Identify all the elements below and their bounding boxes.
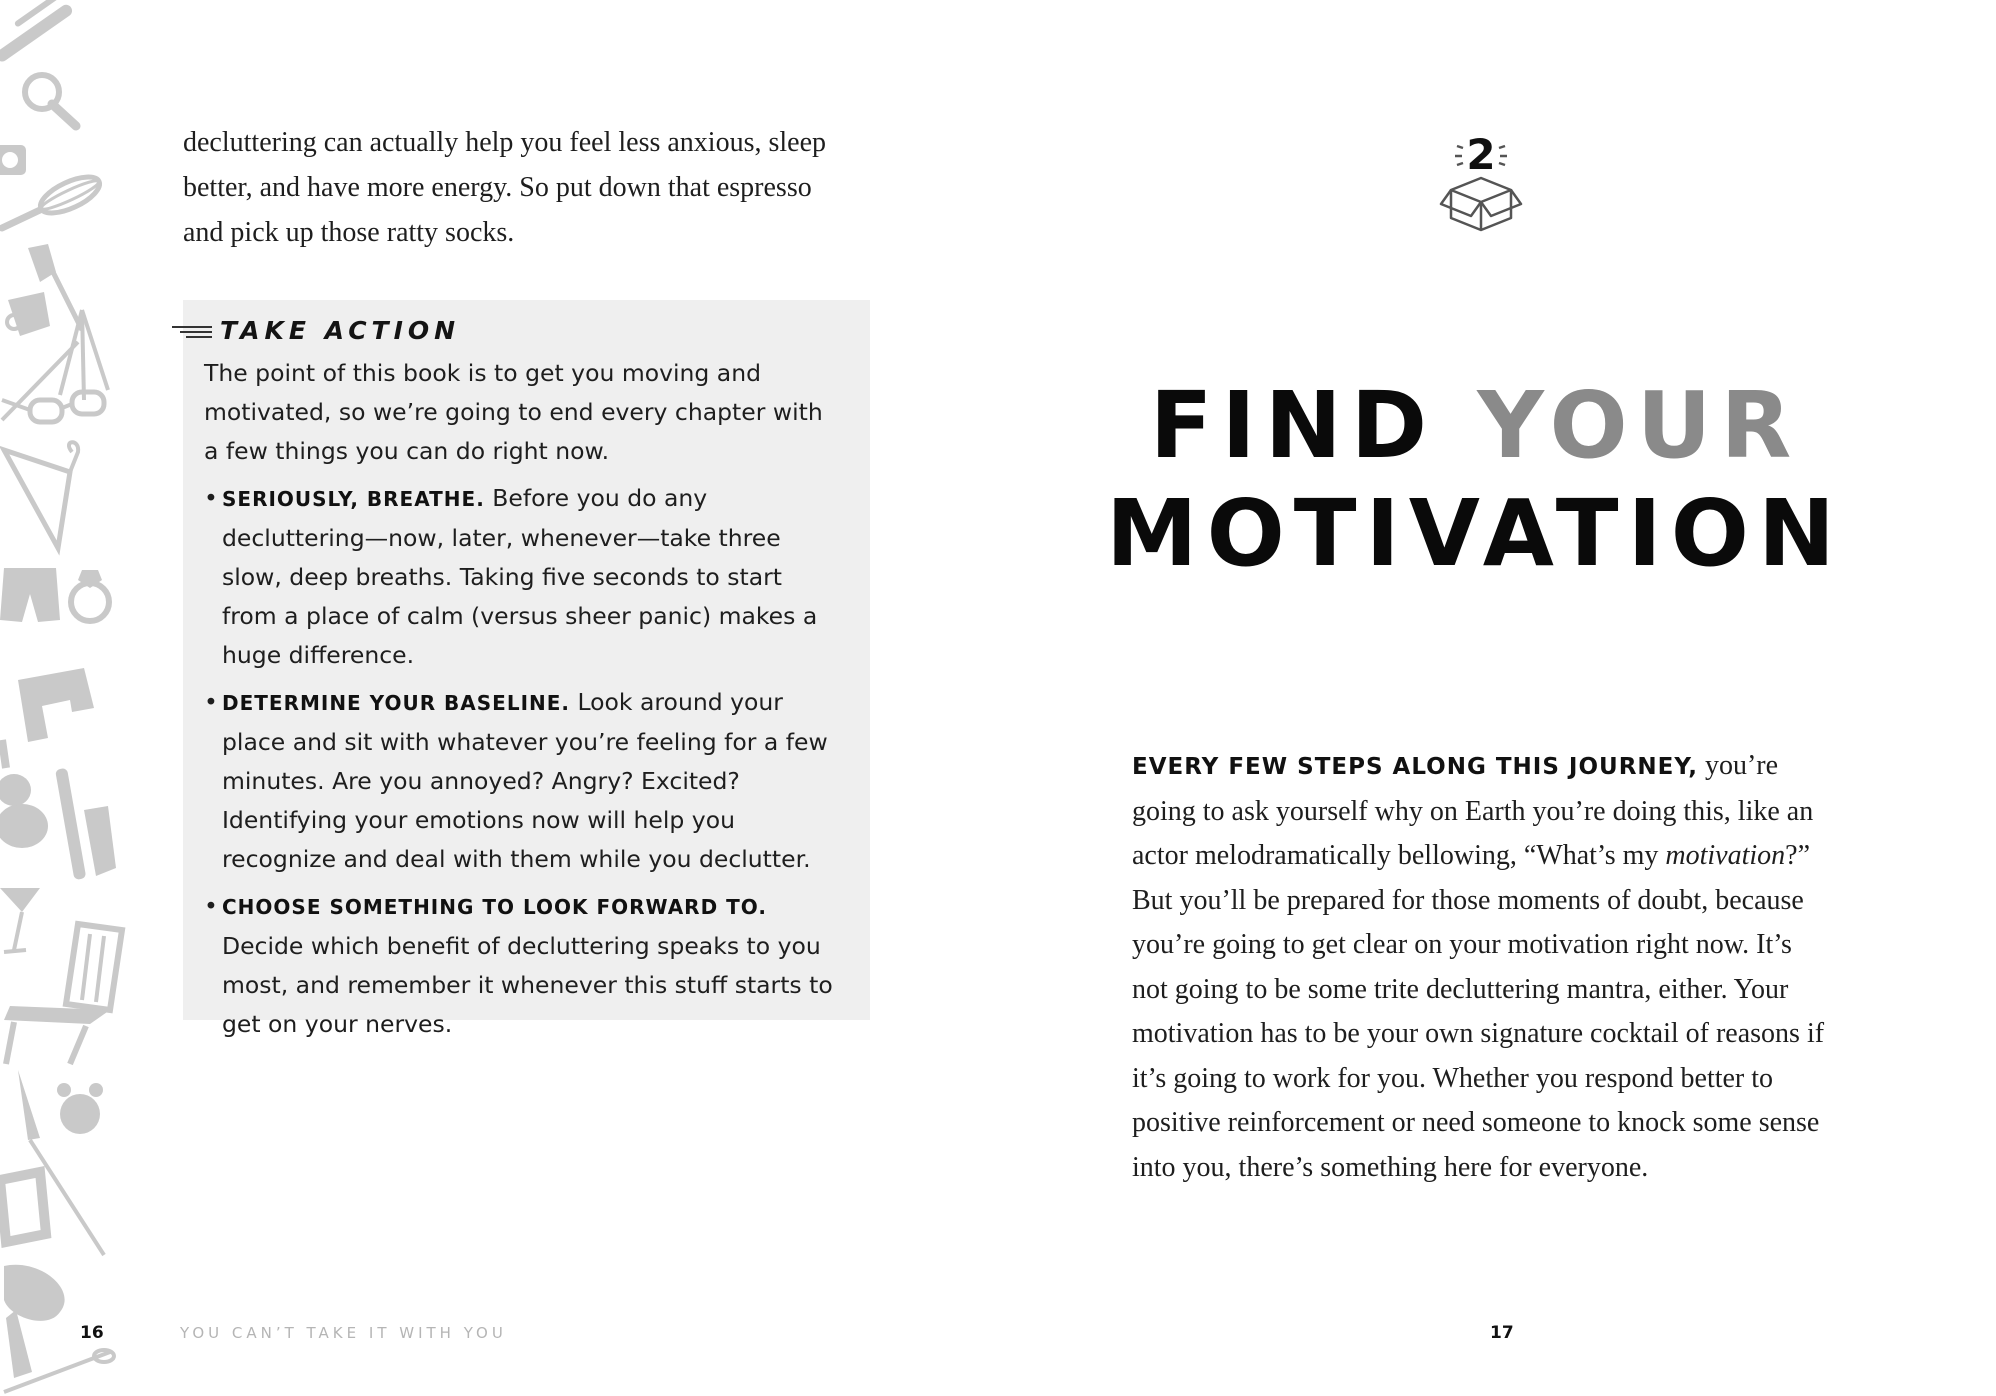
sewing-machine-icon bbox=[18, 668, 94, 742]
action-bullet bbox=[204, 683, 844, 879]
chair-icon bbox=[4, 924, 122, 1064]
bullet-dot-icon: • bbox=[204, 484, 218, 512]
body-text: you’re going to ask yourself why on Earth you’re doing this, like an actor melodramatically bellowing, “What’s my bbox=[1132, 750, 1814, 871]
bullet-lead: DETERMINE YOUR BASELINE. bbox=[222, 691, 571, 715]
hanger-icon bbox=[4, 442, 78, 548]
body-emphasis: motivation bbox=[1665, 840, 1786, 871]
running-head: YOU CAN’T TAKE IT WITH YOU bbox=[180, 1324, 507, 1342]
left-intro-paragraph bbox=[183, 120, 883, 255]
chapter-title-line-1 bbox=[1100, 372, 1850, 480]
shorts-icon bbox=[0, 568, 60, 622]
chapter-marker bbox=[1433, 132, 1529, 234]
whisk-icon bbox=[2, 170, 104, 228]
chapter-title-line-2: MOTIVATION bbox=[1106, 480, 1844, 587]
bullet-lead: CHOOSE SOMETHING TO LOOK FORWARD TO. bbox=[222, 895, 767, 919]
action-bullet bbox=[204, 479, 844, 675]
bullet-dot-icon: • bbox=[204, 892, 218, 920]
bullet-text: Before you do any decluttering—now, later, whenever—take three slow, deep breaths. Taking five seconds to start from a place of calm (versus sheer panic) makes a huge difference. bbox=[222, 484, 818, 669]
intro-line: and pick up those ratty socks. bbox=[183, 217, 515, 248]
cocktail-glass-icon bbox=[0, 888, 40, 952]
take-action-title: TAKE ACTION bbox=[220, 316, 461, 345]
take-action-body bbox=[204, 354, 844, 1052]
ring-icon bbox=[71, 570, 109, 621]
hair-dryer-icon bbox=[4, 1265, 65, 1378]
chapter-opening-paragraph bbox=[1132, 744, 1832, 1190]
bullet-text: Decide which benefit of decluttering speaks to you most, and remember it whenever this stuff starts to get on your nerves. bbox=[222, 932, 833, 1038]
speed-lines-icon bbox=[172, 320, 216, 342]
alarm-clock-icon bbox=[57, 1083, 103, 1134]
intro-line: decluttering can actually help you feel less anxious, sleep bbox=[183, 127, 827, 158]
chapter-title bbox=[1100, 372, 1850, 588]
pizza-cutter-icon bbox=[25, 75, 76, 126]
camera-icon bbox=[0, 145, 26, 175]
page-number-left: 16 bbox=[80, 1323, 104, 1343]
comb-icon bbox=[55, 768, 116, 880]
bullet-lead: SERIOUSLY, BREATHE. bbox=[222, 487, 485, 511]
title-word: FIND bbox=[1149, 372, 1437, 479]
mug-icon bbox=[7, 292, 50, 336]
take-action-heading bbox=[172, 316, 460, 345]
body-text: ?” But you’ll be prepared for those moments of doubt, because you’re going to get clear on your motivation right now. It’s not going to be some trite decluttering mantra, either. Your motivation has to be your own signature cocktail of reasons if it’s going to work for you. Whether you respond better to positive reinforcement or need someone to knock some sense into you, there’s something here for everyone. bbox=[1132, 840, 1825, 1183]
curling-iron-icon bbox=[0, 0, 74, 64]
decorative-icon-strip bbox=[0, 0, 140, 1396]
intro-line: better, and have more energy. So put down that espresso bbox=[183, 172, 812, 203]
take-action-intro: The point of this book is to get you moving and motivated, so we’re going to end every chapter with a few things you can do right now. bbox=[204, 359, 823, 465]
bullet-dot-icon: • bbox=[204, 688, 218, 716]
bullet-text: Look around your place and sit with whatever you’re feeling for a few minutes. Are you annoyed? Angry? Excited? Identifying your emotions now will help you recognize and deal with them while you declutter. bbox=[222, 688, 828, 873]
guitar-icon bbox=[0, 740, 48, 848]
title-word-accent: YOUR bbox=[1477, 372, 1801, 479]
page-number-right: 17 bbox=[1490, 1323, 1514, 1343]
chapter-number: 2 bbox=[1466, 130, 1496, 179]
lead-in: EVERY FEW STEPS ALONG THIS JOURNEY, bbox=[1132, 754, 1698, 780]
glasses-icon bbox=[2, 392, 104, 422]
picture-frame-icon bbox=[0, 1172, 46, 1242]
action-bullet bbox=[204, 887, 844, 1044]
